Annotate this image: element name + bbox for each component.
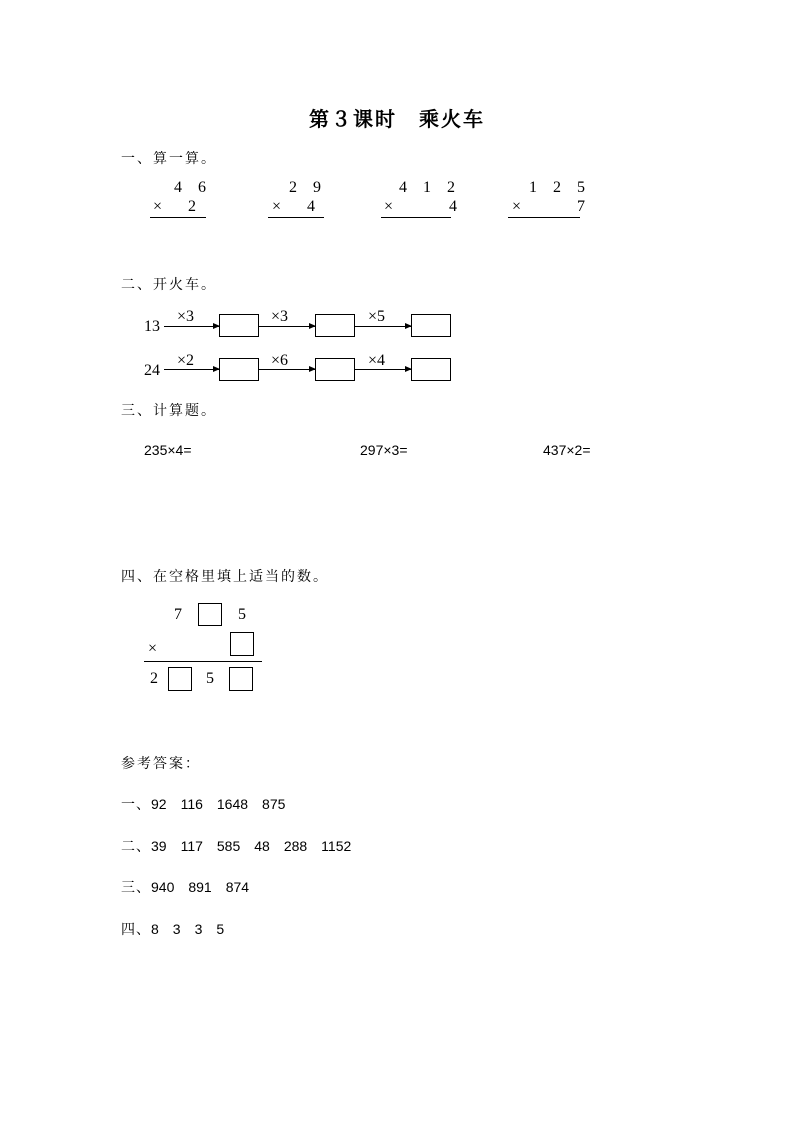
train-2-blank-3[interactable] — [411, 358, 451, 381]
answer-text-2: 39 117 585 48 288 1152 — [151, 838, 352, 854]
problem-2-bottom: × 4 — [272, 198, 322, 215]
section4-heading: 四、在空格里填上适当的数。 — [121, 569, 329, 585]
train-1-blank-2[interactable] — [315, 314, 355, 337]
answer-text-4: 8 3 3 5 — [151, 921, 225, 937]
puzzle-digit-7: 7 — [174, 606, 182, 623]
train-1-blank-3[interactable] — [411, 314, 451, 337]
train-1-start: 13 — [144, 318, 160, 335]
train-2-blank-2[interactable] — [315, 358, 355, 381]
problem-3-top: 4 1 2 — [399, 179, 461, 196]
train-1-op-2: ×3 — [271, 308, 289, 325]
answer-label-1: 一、 — [121, 797, 151, 813]
problem-3-bottom: × 4 — [384, 198, 464, 215]
train-2-start: 24 — [144, 362, 160, 379]
answer-text-1: 92 116 1648 875 — [151, 796, 286, 812]
problem-1-bottom: × 2 — [153, 198, 203, 215]
train-1-blank-1[interactable] — [219, 314, 259, 337]
answer-line-1 — [121, 794, 285, 814]
train-1-op-1: ×3 — [177, 308, 195, 325]
answer-text-3: 940 891 874 — [151, 879, 250, 895]
problem-1-top: 4 6 — [174, 179, 212, 196]
section1-heading: 一、算一算。 — [121, 151, 217, 167]
train-2-blank-1[interactable] — [219, 358, 259, 381]
puzzle-digit-5b: 5 — [206, 670, 214, 687]
arrow-icon — [259, 326, 315, 327]
puzzle-times: × — [148, 640, 158, 657]
problem-2-top: 2 9 — [289, 179, 327, 196]
answers-heading: 参考答案： — [121, 756, 201, 772]
answer-label-3: 三、 — [121, 880, 151, 896]
calc-item-1: 235×4= — [144, 442, 192, 458]
answer-line-4 — [121, 919, 224, 939]
section2-heading: 二、开火车。 — [121, 277, 217, 293]
train-2-op-2: ×6 — [271, 352, 289, 369]
problem-1-line — [150, 217, 206, 218]
section3-heading: 三、计算题。 — [121, 403, 217, 419]
puzzle-blank-1[interactable] — [198, 603, 222, 626]
answer-label-2: 二、 — [121, 839, 151, 855]
problem-4-line — [508, 217, 580, 218]
arrow-icon — [164, 326, 219, 327]
puzzle-line — [144, 661, 262, 662]
calc-item-2: 297×3= — [360, 442, 408, 458]
puzzle-blank-3[interactable] — [168, 667, 192, 691]
puzzle-digit-5: 5 — [238, 606, 246, 623]
problem-4-top: 1 2 5 — [529, 179, 591, 196]
train-2-op-1: ×2 — [177, 352, 195, 369]
problem-3-line — [381, 217, 451, 218]
page-title: 第３课时 乘火车 — [309, 107, 485, 131]
train-1-op-3: ×5 — [368, 308, 386, 325]
arrow-icon — [355, 369, 411, 370]
puzzle-blank-2[interactable] — [230, 632, 254, 656]
problem-4-bottom: × 7 — [512, 198, 592, 215]
answer-label-4: 四、 — [121, 922, 151, 938]
answer-line-2 — [121, 836, 351, 856]
arrow-icon — [164, 369, 219, 370]
arrow-icon — [355, 326, 411, 327]
calc-item-3: 437×2= — [543, 442, 591, 458]
puzzle-blank-4[interactable] — [229, 667, 253, 691]
train-2-op-3: ×4 — [368, 352, 386, 369]
problem-2-line — [268, 217, 324, 218]
puzzle-digit-2: 2 — [150, 670, 158, 687]
arrow-icon — [259, 369, 315, 370]
answer-line-3 — [121, 877, 249, 897]
